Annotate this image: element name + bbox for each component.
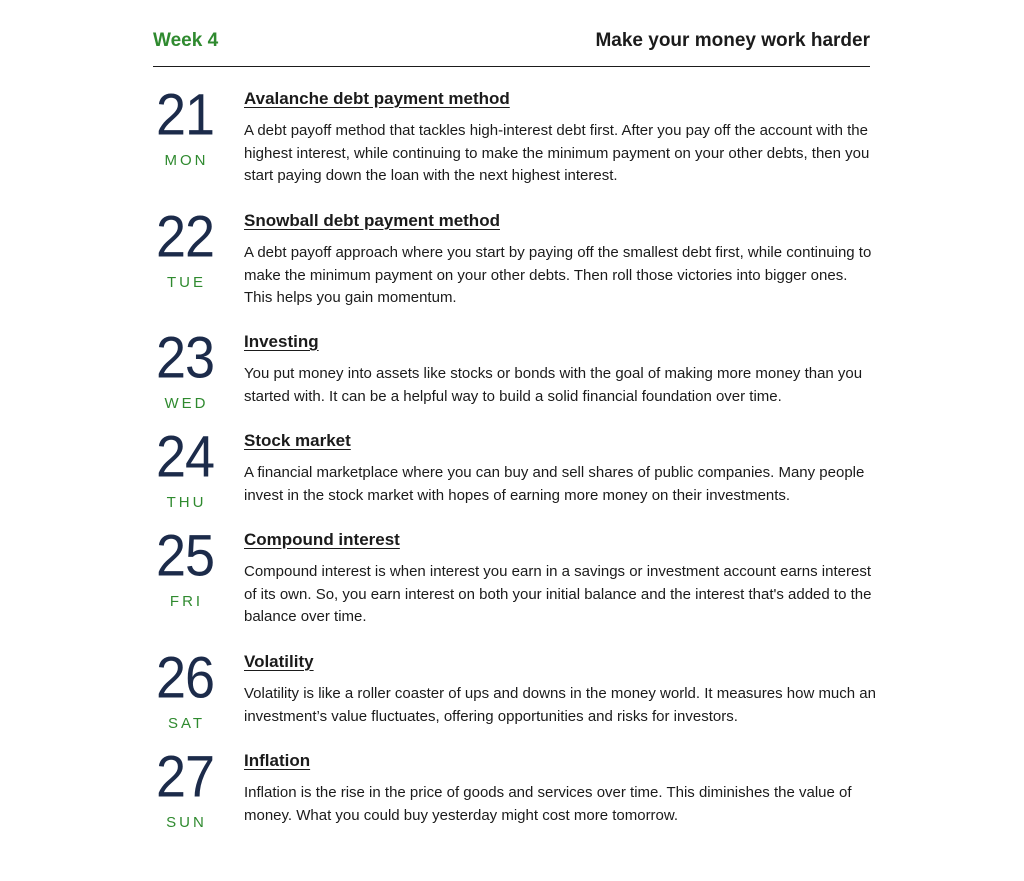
date-block [153,645,217,732]
term-title: Avalanche debt payment method [244,89,510,108]
day-number: 27 [155,744,215,810]
day-name: TUE [167,274,206,291]
day-name: SAT [167,715,206,732]
day-name: SUN [166,814,207,831]
term-description: A debt payoff approach where you start by paying off the smallest debt first, while continuing to make the minimum payment on your other debts. Then roll those victories into bigger ones. This helps you gain momentum. [244,244,872,307]
day-name: WED [164,395,209,412]
term-description: Volatility is like a roller coaster of ups and downs in the money world. It measures how much an investment’s value fluctuates, offering opportunities and risks for investors. [244,685,876,725]
date-block [153,82,217,169]
entry-body [244,430,876,507]
term-title: Volatility [244,652,314,671]
entry-body [244,331,876,408]
date-block [153,325,217,412]
term-description: A financial marketplace where you can buy and sell shares of public companies. Many people invest in the stock market with hopes of earning more money on their investments. [244,464,865,504]
day-number: 26 [155,645,215,711]
term-description: Inflation is the rise in the price of goods and services over time. This diminishes the value of money. What you could buy yesterday might cost more tomorrow. [244,784,852,824]
entry-body [244,651,876,728]
day-number: 25 [155,523,215,589]
term-description: You put money into assets like stocks or bonds with the goal of making more money than you started with. It can be a helpful way to build a solid financial foundation over time. [244,365,863,405]
date-block [153,523,217,610]
term-description: Compound interest is when interest you earn in a savings or investment account earns interest of its own. So, you earn interest on both your initial balance and the interest that's added to the balance over time. [244,563,872,626]
term-title: Investing [244,332,319,351]
term-title: Compound interest [244,530,400,549]
day-number: 23 [155,325,215,391]
term-title: Stock market [244,431,351,450]
page-header [153,28,870,67]
week-label: Week 4 [153,30,219,51]
entry-body [244,88,876,188]
entry-body [244,750,876,827]
day-number: 21 [155,82,215,148]
term-title: Inflation [244,751,311,770]
date-block [153,744,217,831]
day-name: THU [166,494,207,511]
day-number: 22 [155,204,215,270]
date-block [153,424,217,511]
date-block [153,204,217,291]
page-title: Make your money work harder [595,30,870,51]
day-name: MON [164,152,209,169]
entry-body [244,210,876,310]
entry-body [244,529,876,629]
day-number: 24 [155,424,215,490]
day-name: FRI [169,593,204,610]
term-title: Snowball debt payment method [244,211,500,230]
term-description: A debt payoff method that tackles high-interest debt first. After you pay off the account with the highest interest, while continuing to make the minimum payment on your other debts, then you start paying down the loan with the next highest interest. [244,122,870,185]
